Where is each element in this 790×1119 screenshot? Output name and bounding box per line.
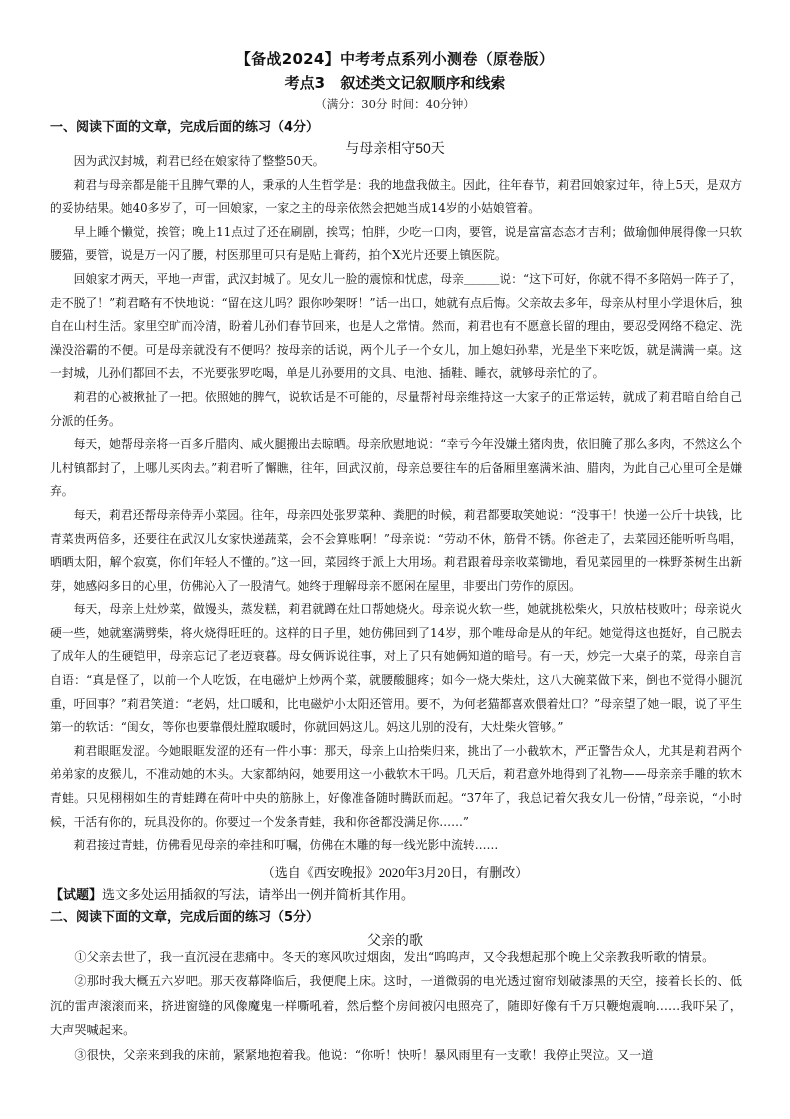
paragraph: 每天，莉君还帮母亲侍弄小菜园。往年，母亲四处张罗菜种、粪肥的时候，莉君都要取笑她说：“没事干！快递一公斤十块钱，比青菜贵两倍多，还要往在武汉儿女家快递蔬菜，会不会算账啊！”母亲说：“劳动不休，筋骨不锈。你爸走了，去菜园还能听听鸟唱，晒晒太阳，解个寂寞，你们年轻人不懂的。”这一回，菜园终于派上大用场。莉君跟着母亲收菜锄地，看见菜园里的一株野茶树生出新芽，她感闷多日的心里，仿佛沁入了一股清气。她终于理解母亲不愿闲在屋里，非要出门劳作的原因。	[50, 507, 742, 593]
question-line	[50, 884, 414, 903]
article-one-body	[50, 150, 742, 858]
article-two-body	[50, 945, 742, 1067]
paragraph: 莉君的心被揪扯了一把。依照她的脾气，说软话是不可能的，尽量帮衬母亲维持这一大家子的正常运转，就成了莉君暗自给自己分派的任务。	[50, 389, 742, 428]
paragraph: ①父亲去世了，我一直沉浸在悲痛中。冬天的寒风吹过烟囱，发出“呜呜声，又令我想起那个晚上父亲教我听歌的情景。	[74, 950, 715, 964]
paragraph: 莉君眼眶发涩。今她眼眶发涩的还有一件小事：那天，母亲上山拾柴归来，挑出了一小截软木，严正警告众人，尤其是莉君两个弟弟家的皮猴儿，不准动她的木头。大家都纳闷，她要用这一小截软木干吗。几天后，莉君意外地得到了礼物——母亲亲手雕的软木青蛙。只见栩栩如生的青蛙蹲在荷叶中央的筋脉上，好像准备随时腾跃而起。“37年了，我总记着欠我女儿一份情，”母亲说，“小时候，干活有你的，玩具没你的。你要过一个发条青蛙，我和你爸都没满足你……”	[50, 743, 742, 829]
section-one-heading: 一、阅读下面的文章，完成后面的练习（4分）	[50, 120, 320, 135]
paragraph: 莉君接过青蛙，仿佛看见母亲的牵挂和叮嘱，仿佛在木雕的每一线光影中流转……	[73, 838, 499, 853]
document-subtitle: 考点3 叙述类文记叙顺序和线索	[284, 74, 506, 92]
paragraph: ②那时我大概五六岁吧。那天夜幕降临后，我便爬上床。这时，一道微弱的电光透过窗帘划破漆黑的天空，接着长长的、低沉的雷声滚滚而来，挤进窗缝的风像魔鬼一样嘶吼着，然后整个房间被闪电照亮了，随即好像有千万只鞭炮震响……我吓呆了，大声哭喊起来。	[50, 974, 742, 1038]
article-two-title: 父亲的歌	[367, 932, 423, 948]
paragraph: 莉君与母亲都是能干且脾气犟的人，秉承的人生哲学是：我的地盘我做主。因此，往年春节，莉君回娘家过年，待上5天，是双方的妥协结果。她40多岁了，可一回娘家，一家之主的母亲依然会把她当成14岁的小姑娘管着。	[50, 177, 742, 216]
paragraph: 每天，母亲上灶炒菜，做馒头，蒸发糕，莉君就蹲在灶口帮她烧火。母亲说火软一些，她就挑松柴火，只放枯枝败叶；母亲说火硬一些，她就塞满劈柴，将火烧得旺旺的。这样的日子里，她仿佛回到了14岁，那个唯母命是从的年纪。她觉得这也挺好，自己脱去了成年人的生硬铠甲，母亲忘记了老迈衰暮。母女俩诉说往事，对上了只有她俩知道的暗号。有一天，炒完一大桌子的菜，母亲自言自语：“真是怪了，以前一个人吃饭，在电磁炉上炒两个菜，就腰酸腿疼；如今一烧大柴灶，这八大碗菜做下来，倒也不觉得小腿沉重，吁回事？”莉君笑道：“老妈，灶口暖和，比电磁炉小太阳还管用。要不，为何老猫都喜欢偎着灶口？”母亲望了她一眼，说了平生第一的软话：“闺女，等你也要靠偎灶膛取暖时，你就回妈这儿。妈这儿别的没有，大灶柴火管够。”	[50, 602, 742, 735]
question-text: 选文多处运用插叙的写法，请举出一例并简析其作用。	[102, 888, 415, 903]
question-tag: 【试题】	[50, 888, 103, 903]
section-two-heading: 二、阅读下面的文章，完成后面的练习（5分）	[50, 910, 320, 925]
paragraph: 回娘家才两天，平地一声雷，武汉封城了。见女儿一脸的震惊和忧虑，母亲＿＿＿说：“这下可好，你就不得不多陪妈一阵子了，走不脱了！”莉君略有不快地说：“留在这儿吗？跟你吵架呀！”话一出口，她就有点后悔。父亲故去多年，母亲从村里小学退休后，独自在山村生活。家里空旷而冷清，盼着儿孙们春节回来，也是人之常情。然而，莉君也有不愿意长留的理由，要忍受网络不稳定、洗澡没浴霸的不便。可是母亲就没有不便吗？按母亲的话说，两个儿子一个女儿，加上媳妇孙辈，光是坐下来吃饭，就是满满一桌。这一封城，儿孙们都回不去，不光要张罗吃喝，单是儿孙要用的文具、电池、插鞋、睡衣，就够母亲忙的了。	[50, 271, 742, 381]
article-one-title: 与母亲相守50天	[345, 140, 445, 156]
score-time-info: （满分：30分 时间：40分钟）	[315, 97, 475, 111]
document-title: 【备战2024】中考考点系列小测卷（原卷版）	[235, 50, 555, 68]
paragraph: 因为武汉封城，莉君已经在娘家待了整整50天。	[73, 154, 325, 168]
paragraph: 早上睡个懒觉，挨管；晚上11点过了还在刷剧，挨骂；怕胖，少吃一口肉，要管，说是富富态态才吉利；做瑜伽伸展得像一只软腰猫，要管，说是万一闪了腰，村医那里可只有是贴上膏药，拍个X光片还要上镇医院。	[50, 224, 742, 263]
paragraph: 每天，她帮母亲将一百多斤腊肉、咸火腿搬出去晾晒。母亲欣慰地说：“幸亏今年没嫌土猪肉贵，依旧腌了那么多肉，不然这么个儿村镇都封了，上哪儿买肉去。”莉君听了懈瞧，往年，回武汉前，母亲总要往车的后备厢里塞满米油、腊肉，为此自己心里可全是嫌弃。	[50, 437, 742, 499]
paragraph: ③很快，父亲来到我的床前，紧紧地抱着我。他说：“你听！快听！暴风雨里有一支歌！我停止哭泣。又一道	[74, 1047, 654, 1062]
article-source: （选自《西安晚报》2020年3月20日，有删改）	[261, 865, 529, 880]
